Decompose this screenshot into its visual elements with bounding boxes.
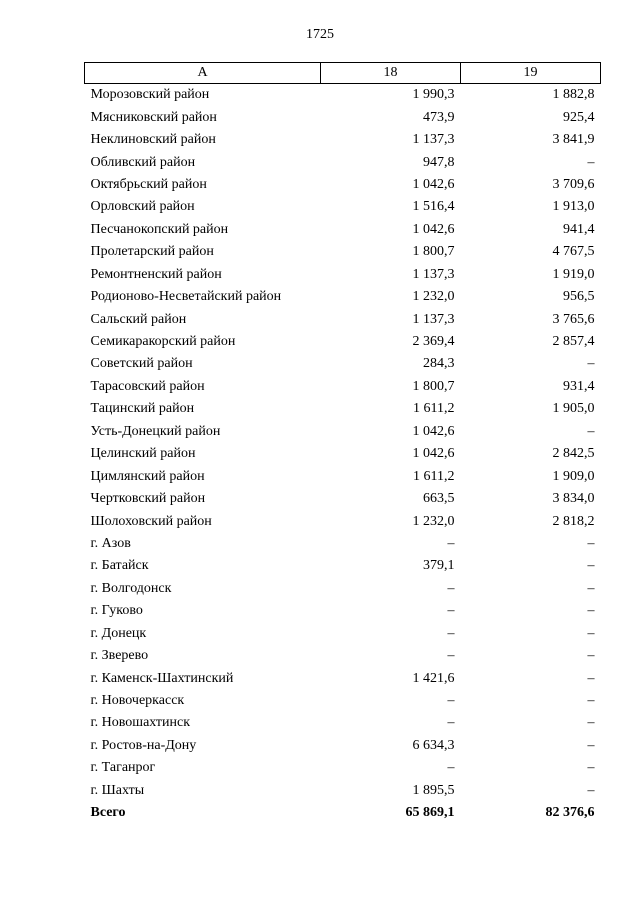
table-row: [85, 533, 601, 555]
row-name: г. Новочеркасск: [90, 693, 185, 709]
row-value-18: 6 634,3: [412, 737, 455, 753]
row-value-19: 1 905,0: [552, 401, 595, 417]
row-value-19: –: [587, 737, 595, 753]
row-value-19: 1 882,8: [552, 87, 595, 103]
row-value-19: –: [587, 603, 595, 619]
table-row: [85, 106, 601, 128]
table-row: [85, 219, 601, 241]
row-name: Чертковский район: [90, 491, 206, 507]
row-name: Шолоховский район: [90, 513, 212, 529]
row-value-19: –: [587, 625, 595, 641]
row-name: Ремонтненский район: [90, 266, 222, 282]
table-row: [85, 331, 601, 353]
row-name: г. Новошахтинск: [90, 715, 191, 731]
row-name: г. Зверево: [90, 648, 149, 664]
table-row: [85, 465, 601, 487]
row-value-18: 284,3: [423, 356, 455, 372]
row-name: г. Азов: [90, 535, 131, 551]
row-value-19: –: [587, 154, 595, 170]
table-row: [85, 421, 601, 443]
row-value-18: 379,1: [423, 558, 455, 574]
table-row: [85, 510, 601, 532]
row-name: Тацинский район: [90, 401, 195, 417]
table-row: [85, 735, 601, 757]
total-label: Всего: [90, 805, 126, 821]
row-value-19: –: [587, 715, 595, 731]
total-value-18: 65 869,1: [405, 805, 455, 821]
header-row: [85, 63, 601, 84]
row-value-19: –: [587, 693, 595, 709]
table-row: [85, 600, 601, 622]
row-value-19: –: [587, 760, 595, 776]
row-value-18: 663,5: [423, 491, 455, 507]
row-name: Тарасовский район: [90, 378, 205, 394]
row-name: Семикаракорский район: [90, 334, 236, 350]
table-row: [85, 623, 601, 645]
row-value-19: 2 842,5: [552, 446, 595, 462]
row-value-18: 1 137,3: [412, 266, 455, 282]
row-value-19: 941,4: [563, 221, 595, 237]
row-value-19: 1 909,0: [552, 468, 595, 484]
row-name: Пролетарский район: [90, 244, 214, 260]
table-row: [85, 174, 601, 196]
row-name: Сальский район: [90, 311, 187, 327]
row-value-18: 1 516,4: [412, 199, 455, 215]
row-name: Родионово-Несветайский район: [90, 289, 282, 305]
page-number: 1725: [306, 27, 334, 42]
row-name: г. Гуково: [90, 603, 143, 619]
table-row: [85, 443, 601, 465]
row-value-18: 1 042,6: [412, 176, 455, 192]
row-value-19: –: [587, 535, 595, 551]
table-row: [85, 84, 601, 107]
table-row: [85, 241, 601, 263]
total-value-19: 82 376,6: [545, 805, 595, 821]
table-row: [85, 286, 601, 308]
row-name: Неклиновский район: [90, 132, 216, 148]
table-row: [85, 376, 601, 398]
table-row: [85, 264, 601, 286]
table-row: [85, 398, 601, 420]
row-value-19: –: [587, 648, 595, 664]
row-value-19: 925,4: [563, 109, 595, 125]
row-value-18: 1 895,5: [412, 782, 455, 798]
table-body: [85, 84, 601, 825]
row-value-18: 1 042,6: [412, 423, 455, 439]
table-row: [85, 712, 601, 734]
table-row: [85, 196, 601, 218]
table-row: [85, 780, 601, 802]
table-row: [85, 353, 601, 375]
row-name: Обливский район: [90, 154, 196, 170]
row-value-18: 2 369,4: [412, 334, 455, 350]
row-value-18: 1 800,7: [412, 244, 455, 260]
row-value-19: 4 767,5: [552, 244, 595, 260]
row-value-18: 1 137,3: [412, 311, 455, 327]
row-value-19: 1 919,0: [552, 266, 595, 282]
table-row: [85, 645, 601, 667]
row-value-18: 1 421,6: [412, 670, 455, 686]
row-value-18: 473,9: [423, 109, 455, 125]
row-value-19: 1 913,0: [552, 199, 595, 215]
row-value-19: –: [587, 423, 595, 439]
table-row: [85, 667, 601, 689]
row-value-19: 3 834,0: [552, 491, 595, 507]
row-value-18: 1 232,0: [412, 513, 455, 529]
row-value-18: 1 611,2: [413, 468, 455, 484]
row-value-19: 2 818,2: [552, 513, 595, 529]
header-col-19: 19: [461, 63, 601, 84]
row-name: г. Волгодонск: [90, 580, 172, 596]
row-value-19: –: [587, 782, 595, 798]
row-name: Целинский район: [90, 446, 196, 462]
row-value-19: –: [587, 558, 595, 574]
row-name: г. Шахты: [90, 782, 145, 798]
table-row: [85, 578, 601, 600]
row-value-19: –: [587, 670, 595, 686]
row-value-18: –: [447, 693, 455, 709]
table-row: [85, 308, 601, 330]
row-value-18: –: [447, 648, 455, 664]
row-value-18: 1 990,3: [412, 87, 455, 103]
row-value-18: 1 800,7: [412, 378, 455, 394]
table-row: [85, 488, 601, 510]
row-name: г. Донецк: [90, 625, 147, 641]
row-value-19: –: [587, 356, 595, 372]
header-col-a: А: [85, 63, 321, 84]
row-value-19: 2 857,4: [552, 334, 595, 350]
row-value-19: 931,4: [563, 378, 595, 394]
row-value-18: 1 137,3: [412, 132, 455, 148]
row-value-18: 1 232,0: [412, 289, 455, 305]
row-name: Песчанокопский район: [90, 221, 229, 237]
row-value-18: 1 042,6: [412, 446, 455, 462]
row-name: г. Таганрог: [90, 760, 156, 776]
budget-table: [84, 62, 601, 824]
row-value-18: 1 042,6: [412, 221, 455, 237]
table-row: [85, 757, 601, 779]
row-value-18: –: [447, 715, 455, 731]
table-row: [85, 555, 601, 577]
header-col-18: 18: [321, 63, 461, 84]
row-name: Мясниковский район: [90, 109, 217, 125]
row-value-18: –: [447, 535, 455, 551]
table-row: [85, 690, 601, 712]
row-name: Орловский район: [90, 199, 195, 215]
row-value-18: 1 611,2: [413, 401, 455, 417]
row-value-18: –: [447, 625, 455, 641]
row-value-19: –: [587, 580, 595, 596]
row-value-18: 947,8: [423, 154, 455, 170]
row-name: г. Ростов-на-Дону: [90, 737, 197, 753]
row-value-18: –: [447, 603, 455, 619]
row-name: Цимлянский район: [90, 468, 205, 484]
row-name: Октябрьский район: [90, 176, 207, 192]
row-value-18: –: [447, 760, 455, 776]
row-value-19: 956,5: [563, 289, 595, 305]
row-value-19: 3 765,6: [552, 311, 595, 327]
table-row: [85, 151, 601, 173]
table-header: [85, 63, 601, 84]
row-value-19: 3 841,9: [552, 132, 595, 148]
row-value-19: 3 709,6: [552, 176, 595, 192]
row-name: г. Каменск-Шахтинский: [90, 670, 234, 686]
total-row: [85, 802, 601, 824]
row-value-18: –: [447, 580, 455, 596]
row-name: Советский район: [90, 356, 193, 372]
row-name: Усть-Донецкий район: [90, 423, 221, 439]
row-name: г. Батайск: [90, 558, 149, 574]
table-row: [85, 129, 601, 151]
row-name: Морозовский район: [90, 87, 210, 103]
